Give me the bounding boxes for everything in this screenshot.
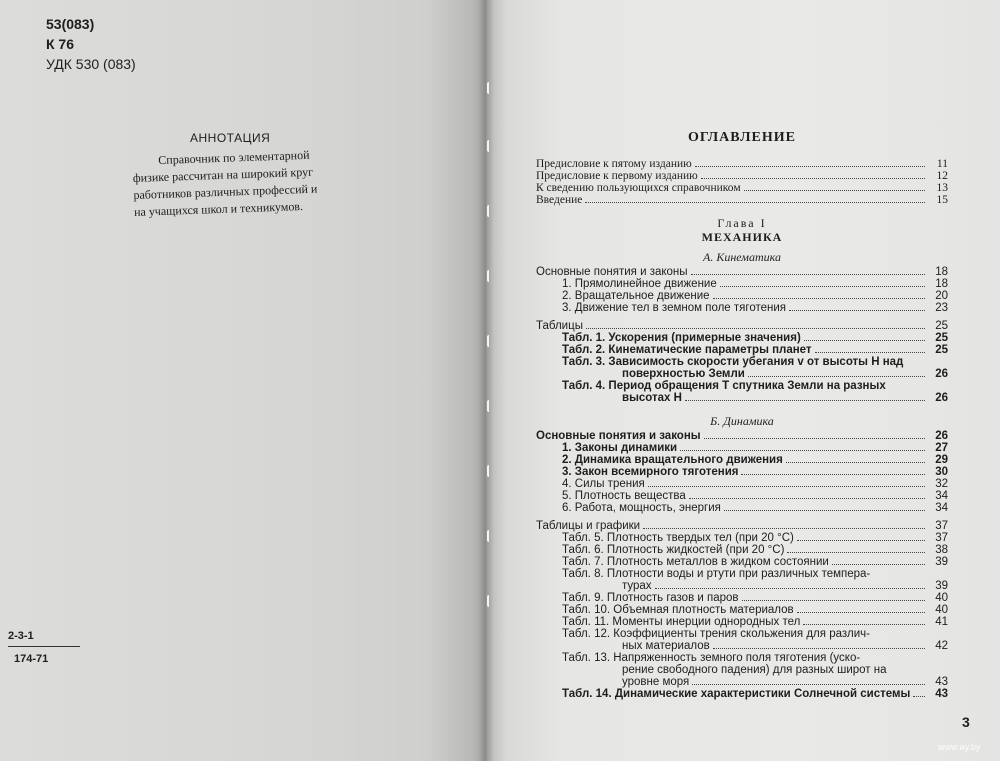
toc-entry: Табл. 10. Объемная плотность материалов 40 bbox=[562, 604, 948, 616]
toc-entry: Таблицы и графики 37 bbox=[536, 520, 948, 532]
toc-title: ОГЛАВЛЕНИЕ bbox=[688, 130, 796, 145]
toc-entry: Табл. 9. Плотность газов и паров 40 bbox=[562, 592, 948, 604]
toc-entry: Предисловие к первому изданию 12 bbox=[536, 170, 948, 182]
section-dynamics: Б. Динамика bbox=[710, 414, 774, 428]
annotation-title: АННОТАЦИЯ bbox=[190, 131, 271, 145]
toc-entry: 5. Плотность вещества 34 bbox=[562, 490, 948, 502]
binding-stitch bbox=[487, 82, 494, 94]
toc-entry: 2. Динамика вращательного движения 29 bbox=[562, 454, 948, 466]
toc-entry: Табл. 5. Плотность твердых тел (при 20 °C) 37 bbox=[562, 532, 948, 544]
toc-entry: Табл. 11. Моменты инерции однородных тел 41 bbox=[562, 616, 948, 628]
author-mark: К 76 bbox=[46, 36, 75, 52]
publisher-code-divider bbox=[8, 646, 80, 647]
binding-stitch bbox=[487, 465, 494, 477]
annotation-line: Справочник по элементарной bbox=[158, 147, 310, 168]
binding-stitch bbox=[487, 530, 494, 542]
toc-entry: Табл. 3. Зависимость скорости убегания v от высоты H над bbox=[562, 356, 904, 368]
section-kinematics: А. Кинематика bbox=[703, 250, 781, 264]
watermark: www.ay.by bbox=[938, 742, 981, 752]
toc-entry: 6. Работа, мощность, энергия 34 bbox=[562, 502, 948, 514]
toc-entry: 4. Силы трения 32 bbox=[562, 478, 948, 490]
toc-entry: 1. Законы динамики 27 bbox=[562, 442, 948, 454]
toc-entry-cont: высотах H 26 bbox=[622, 392, 948, 404]
toc-entry: Табл. 4. Период обращения T спутника Земли на разных bbox=[562, 380, 886, 392]
toc-entry: 2. Вращательное движение 20 bbox=[562, 290, 948, 302]
toc-entry: 1. Прямолинейное движение 18 bbox=[562, 278, 948, 290]
publisher-code-top: 2-3-1 bbox=[8, 630, 34, 642]
toc-entry: Табл. 1. Ускорения (примерные значения) 25 bbox=[562, 332, 948, 344]
toc-entry: Основные понятия и законы 18 bbox=[536, 266, 948, 278]
udk-code: УДК 530 (083) bbox=[46, 56, 136, 72]
annotation-line: физике рассчитан на широкий круг bbox=[132, 164, 314, 185]
table-of-contents bbox=[536, 130, 948, 700]
toc-entry-cont: ных материалов 42 bbox=[622, 640, 948, 652]
annotation-text bbox=[132, 145, 364, 221]
toc-entry: Основные понятия и законы 26 bbox=[536, 430, 948, 442]
annotation-line: на учащихся школ и техникумов. bbox=[133, 199, 304, 219]
toc-entry: Табл. 2. Кинематические параметры планет 25 bbox=[562, 344, 948, 356]
publisher-code bbox=[8, 630, 80, 665]
page-number: 3 bbox=[962, 714, 970, 730]
binding-stitch bbox=[487, 400, 494, 412]
left-page bbox=[0, 0, 486, 761]
toc-entry: Табл. 6. Плотность жидкостей (при 20 °C) 38 bbox=[562, 544, 948, 556]
toc-entry: 3. Движение тел в земном поле тяготения 23 bbox=[562, 302, 948, 314]
binding-stitch bbox=[487, 205, 494, 217]
chapter-label: Глава I bbox=[717, 216, 767, 230]
toc-entry: Табл. 8. Плотности воды и ртути при различных темпера- bbox=[562, 568, 871, 580]
binding-stitch bbox=[487, 595, 494, 607]
publisher-code-bottom: 174-71 bbox=[14, 653, 49, 665]
toc-entry-cont: уровне моря 43 bbox=[622, 676, 948, 688]
toc-entry-cont: рение свободного падения) для разных широт на bbox=[622, 664, 887, 676]
annotation-line: работников различных профессий и bbox=[133, 181, 318, 202]
toc-entry: Введение 15 bbox=[536, 194, 948, 206]
toc-entry: Таблицы 25 bbox=[536, 320, 948, 332]
binding-stitch bbox=[487, 270, 494, 282]
chapter-title: МЕХАНИКА bbox=[701, 230, 783, 244]
book-gutter bbox=[478, 0, 494, 761]
binding-stitch bbox=[487, 335, 494, 347]
toc-entry: Предисловие к пятому изданию 11 bbox=[536, 158, 948, 170]
toc-entry: 3. Закон всемирного тяготения 30 bbox=[562, 466, 948, 478]
toc-entry: Табл. 12. Коэффициенты трения скольжения для различ- bbox=[562, 628, 870, 640]
toc-entry: К сведению пользующихся справочником 13 bbox=[536, 182, 948, 194]
toc-entry-cont: турах 39 bbox=[622, 580, 948, 592]
toc-entry: Табл. 7. Плотность металлов в жидком состоянии 39 bbox=[562, 556, 948, 568]
toc-entry: Табл. 14. Динамические характеристики Солнечной системы 43 bbox=[562, 688, 948, 700]
bbk-code: 53(083) bbox=[46, 16, 95, 32]
binding-stitch bbox=[487, 140, 494, 152]
toc-entry-cont: поверхностью Земли 26 bbox=[622, 368, 948, 380]
classification-codes bbox=[46, 14, 136, 74]
toc-entry: Табл. 13. Напряженность земного поля тяготения (уско- bbox=[562, 652, 861, 664]
